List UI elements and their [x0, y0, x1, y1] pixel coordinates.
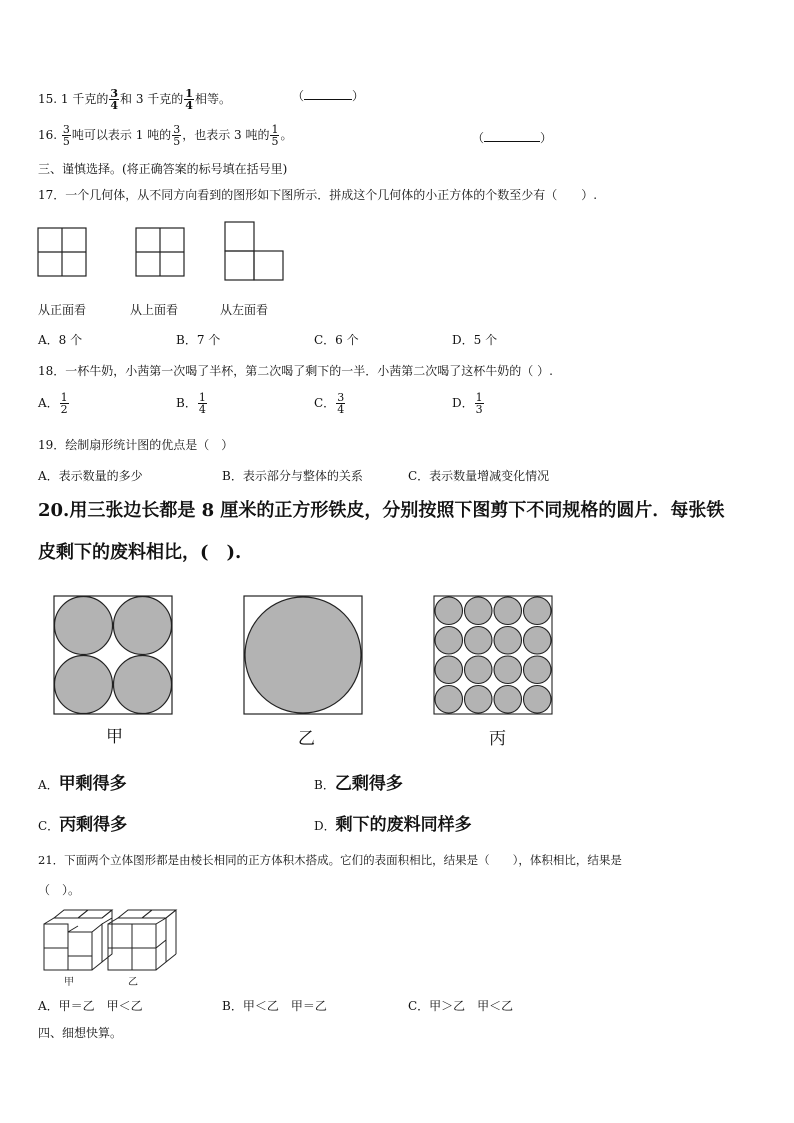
q21-option-c[interactable]: C．甲＞乙 甲＜乙 — [408, 999, 514, 1013]
q15-number: 15. — [38, 92, 58, 106]
q20-option-c[interactable]: C．丙剩得多 — [38, 815, 128, 835]
q19-option-a[interactable]: A．表示数量的多少 — [38, 469, 143, 483]
question-20-line-1: 20.用三张边长都是 8 厘米的正方形铁皮，分别按照下图剪下不同规格的圆片．每张铁 — [38, 500, 725, 521]
q19-option-b[interactable]: B．表示部分与整体的关系 — [222, 469, 363, 483]
cube-figure-yi — [108, 910, 176, 970]
q20-option-a[interactable]: A．甲剩得多 — [38, 774, 127, 794]
q15-fraction-1: $\frac{3}{4}$ — [110, 87, 119, 112]
q15-answer-blank[interactable]: （ ） — [292, 89, 365, 103]
q20-option-b[interactable]: B．乙剩得多 — [314, 774, 403, 794]
q20-sheet-figures — [50, 594, 590, 724]
small-circle — [465, 627, 493, 655]
question-19-text: 19．绘制扇形统计图的优点是（ ） — [38, 438, 234, 452]
section-3-heading: 三、谨慎选择。(将正确答案的标号填在括号里) — [38, 162, 288, 176]
q16-text-2: ，也表示 3 吨的 — [182, 128, 270, 142]
q15-text-3: 相等。 — [194, 92, 231, 106]
q16-number: 16. — [38, 128, 58, 142]
sheet-bing — [434, 596, 552, 714]
question-20-line-2: 皮剩下的废料相比，( ). — [38, 542, 242, 563]
cube-figure-jia — [44, 910, 112, 970]
question-15 — [38, 88, 231, 111]
q15-fraction-2: $\frac{1}{4}$ — [185, 87, 193, 112]
q18-option-a[interactable]: A． $\frac{1}{2}$ — [38, 391, 68, 416]
question-21-line-2: （ ）。 — [38, 883, 81, 897]
sheet-label-yi: 乙 — [298, 729, 315, 749]
q18-b-fraction: $\frac{1}{4}$ — [198, 391, 206, 416]
small-circle — [524, 656, 552, 684]
q17-option-d[interactable]: D．5 个 — [452, 333, 498, 347]
small-circle — [465, 656, 493, 684]
q19-option-c[interactable]: C．表示数量增减变化情况 — [408, 469, 550, 483]
front-view-figure — [38, 228, 86, 276]
small-circle — [435, 627, 463, 655]
small-circle — [524, 627, 552, 655]
view-label-left: 从左面看 — [220, 303, 269, 317]
view-label-front: 从正面看 — [38, 303, 87, 317]
cube-label-jia: 甲 — [64, 977, 74, 988]
small-circle — [494, 597, 522, 625]
q18-option-b[interactable]: B． $\frac{1}{4}$ — [176, 391, 206, 416]
q18-d-fraction: $\frac{1}{3}$ — [475, 391, 483, 416]
cube-label-yi: 乙 — [128, 977, 138, 988]
q17-view-figures — [36, 222, 296, 282]
q18-a-fraction: $\frac{1}{2}$ — [60, 391, 68, 416]
q15-text-2: 和 3 千克的 — [120, 92, 184, 106]
q16-fraction-1: $\frac{3}{5}$ — [62, 123, 70, 148]
question-18-text: 18．一杯牛奶，小茜第一次喝了半杯，第二次喝了剩下的一半．小茜第二次喝了这杯牛奶的（ ）. — [38, 364, 553, 378]
small-circle — [524, 686, 552, 714]
q16-text-3: 。 — [280, 128, 293, 142]
small-circle — [435, 686, 463, 714]
small-circle — [465, 597, 493, 625]
q20-option-d[interactable]: D．剩下的废料同样多 — [314, 815, 472, 835]
q16-fraction-2: $\frac{3}{5}$ — [173, 123, 181, 148]
q16-text-1: 吨可以表示 1 吨的 — [71, 128, 172, 142]
left-view-figure — [225, 222, 283, 280]
small-circle — [494, 656, 522, 684]
q15-text-1: 1 千克的 — [60, 92, 109, 106]
q17-option-b[interactable]: B．7 个 — [176, 333, 221, 347]
sheet-yi — [244, 596, 362, 714]
q16-fraction-3: $\frac{1}{5}$ — [271, 123, 279, 148]
q21-option-b[interactable]: B．甲＜乙 甲＝乙 — [222, 999, 327, 1013]
small-circle — [494, 627, 522, 655]
small-circle — [494, 686, 522, 714]
sheet-jia — [54, 596, 172, 714]
small-circle — [435, 597, 463, 625]
q17-option-c[interactable]: C．6 个 — [314, 333, 359, 347]
q18-c-fraction: $\frac{3}{4}$ — [337, 391, 345, 416]
question-16 — [38, 124, 292, 147]
q16-answer-blank[interactable]: （ ） — [472, 131, 553, 145]
q18-option-d[interactable]: D． $\frac{1}{3}$ — [452, 391, 483, 416]
small-circle — [435, 656, 463, 684]
small-circle — [524, 597, 552, 625]
q21-cube-figures — [40, 910, 180, 990]
sheet-label-jia: 甲 — [106, 727, 123, 747]
top-view-figure — [136, 228, 184, 276]
sheet-label-bing: 丙 — [489, 729, 506, 749]
question-21-line-1: 21．下面两个立体图形都是由棱长相同的正方体积木搭成。它们的表面积相比，结果是（ ），体积相比，结果是 — [38, 853, 622, 867]
section-4-heading: 四、细想快算。 — [38, 1026, 123, 1040]
q18-option-c[interactable]: C． $\frac{3}{4}$ — [314, 391, 345, 416]
q17-option-a[interactable]: A．8 个 — [38, 333, 83, 347]
small-circle — [465, 686, 493, 714]
question-17-text: 17．一个几何体，从不同方向看到的图形如下图所示．拼成这个几何体的小正方体的个数至少有（ ）. — [38, 188, 598, 202]
q21-option-a[interactable]: A．甲＝乙 甲＜乙 — [38, 999, 143, 1013]
view-label-top: 从上面看 — [130, 303, 179, 317]
